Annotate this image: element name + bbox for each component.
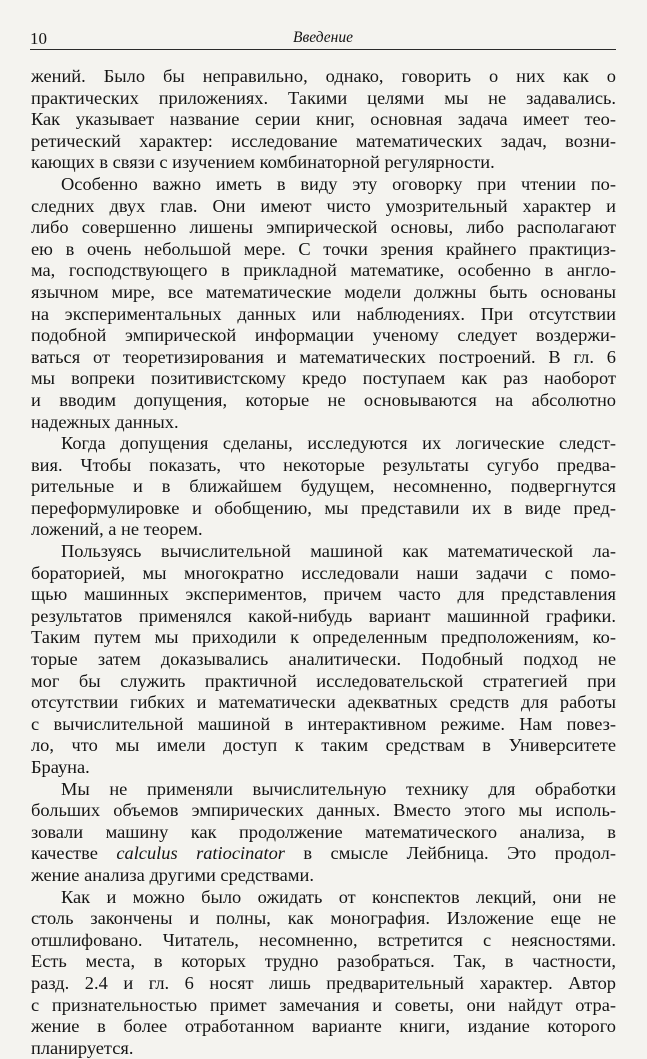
text-line: Таким путем мы приходили к определенным предположениям, ко- [31,627,616,648]
running-header [30,27,616,50]
text-line: кающих в связи с изучением комбинаторной регулярности. [31,152,495,173]
text-line: ло, что мы имели доступ к таким средствам в Университете [31,735,616,756]
text-line: Как и можно было ожидать от конспектов лекций, они не [61,886,616,907]
text-line: планируется. [31,1037,134,1058]
text-line: язычном мире, все математические модели должны быть основаны [31,281,616,302]
paragraph-4 [31,541,616,779]
text-segment: в смысле Лейбница. Это продол- [284,843,616,864]
latin-term: calculus ratiocinator [116,843,285,864]
text-line: Пользуясь вычислительной машиной как математической ла- [61,541,616,562]
text-line: и вводим допущения, которые не основываются на абсолютно [31,389,616,410]
text-line: ретический характер: исследование математических задач, возни- [31,130,616,151]
text-line: надежных данных. [31,411,179,432]
text-line: на экспериментальных данных или наблюдениях. При отсутствии [31,303,616,324]
text-line: щью машинных экспериментов, причем часто для представления [31,584,616,605]
text-line: Брауна. [31,757,90,777]
page-body [31,66,616,1059]
text-line: ваться от теоретизирования и математических построений. В гл. 6 [31,346,616,367]
paragraph-3 [31,433,616,541]
text-line: жение анализа другими средствами. [31,864,314,885]
paragraph-5 [31,779,616,887]
text-line: ею в очень небольшой мере. С точки зрения крайнего практициз- [31,238,616,259]
text-line: жение в более отработанном варианте книги, издание которого [31,1016,616,1037]
text-line: столь закончены и полны, как монография. Изложение еще не [31,908,616,929]
text-line: Как указывает название серии книг, основная задача имеет тео- [31,109,616,130]
text-line: рительные и в ближайшем будущем, несомненно, подвергнутся [31,476,616,497]
text-line: мог бы служить практичной исследовательской стратегией при [31,670,616,691]
paragraph-6 [31,887,616,1059]
text-line: с признательностью примет замечания и советы, они найдут отра- [31,994,616,1015]
text-line: практических приложениях. Такими целями мы не задавались. [31,87,616,108]
text-line: либо совершенно лишены эмпирической основы, либо располагают [31,217,616,238]
text-line: Есть места, в которых трудно разобраться. Так, в частности, [31,951,616,972]
page-number: 10 [30,29,47,48]
text-line: отсутствии гибких и математически адекватных средств для работы [31,692,616,713]
text-line: отшлифовано. Читатель, несомненно, встретится с неясностями. [31,929,616,950]
text-line: жений. Было бы неправильно, однако, говорить о них как о [31,66,616,86]
text-line: Особенно важно иметь в виду эту оговорку при чтении по- [61,173,616,194]
text-line: мы вопреки позитивистскому кредо поступаем как раз наоборот [31,368,616,389]
text-line [31,843,616,865]
text-line: больших объемов эмпирических данных. Вместо этого мы исполь- [31,800,616,821]
text-line: разд. 2.4 и гл. 6 носят лишь предварительный характер. Автор [31,972,616,993]
text-line: с вычислительной машиной в интерактивном режиме. Нам повез- [31,713,616,734]
text-line: переформулировке и обобщению, мы представили их в виде пред- [31,497,616,518]
text-line: подобной эмпирической информации ученому следует воздержи- [31,325,616,346]
text-line: вия. Чтобы показать, что некоторые результаты сугубо предва- [31,454,616,475]
paragraph-2 [31,174,616,433]
text-line: следних двух глав. Они имеют чисто умозрительный характер и [31,195,616,216]
text-line: Когда допущения сделаны, исследуются их логические следст- [61,433,616,454]
text-line: зовали машину как продолжение математического анализа, в [31,821,616,842]
text-line: результатов применялся какой-нибудь вариант машинной графики. [31,605,616,626]
text-line: бораторией, мы многократно исследовали наши задачи с помо- [31,562,616,583]
paragraph-1 [31,66,616,174]
text-line: ложений, а не теорем. [31,519,203,540]
text-line: торые затем доказывались аналитически. Подобный подход не [31,649,616,670]
text-segment: качестве [31,843,117,864]
text-line: Мы не применяли вычислительную технику для обработки [61,778,616,799]
text-line: ма, господствующего в прикладной математике, особенно в англо- [31,260,616,281]
running-title: Введение [293,29,353,46]
